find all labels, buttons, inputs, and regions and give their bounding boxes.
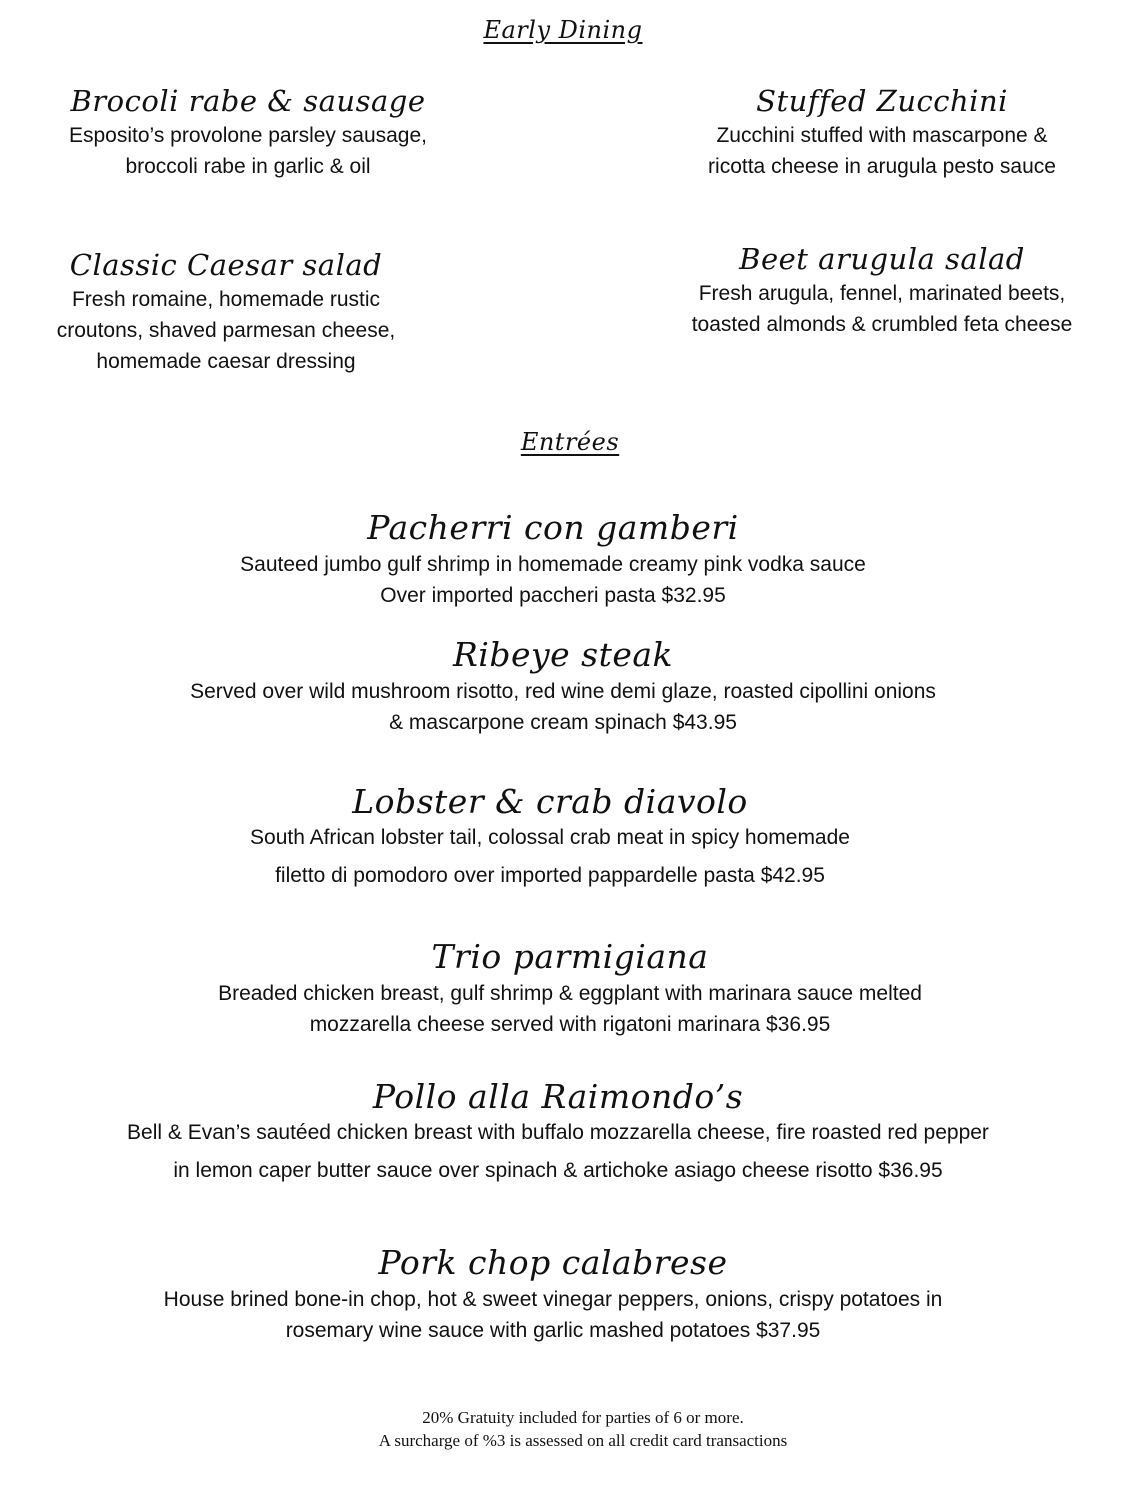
description-line: Bell & Evan’s sautéed chicken breast with buffalo mozzarella cheese, fire roasted red pepper xyxy=(127,1121,989,1144)
description-line: Breaded chicken breast, gulf shrimp & eggplant with marinara sauce melted xyxy=(218,982,922,1005)
item-title: Ribeye steak xyxy=(452,635,674,674)
description-line: Fresh arugula, fennel, marinated beets, xyxy=(698,282,1066,305)
description-line: South African lobster tail, colossal crab meat in spicy homemade xyxy=(250,826,850,849)
item-title: Stuffed Zucchini xyxy=(756,84,1008,118)
description-line: mozzarella cheese served with rigatoni marinara $36.95 xyxy=(309,1013,831,1036)
item-description xyxy=(16,284,436,377)
item-title: Beet arugula salad xyxy=(739,242,1025,276)
item-description xyxy=(0,676,1126,738)
menu-item-pork-chop-calabrese xyxy=(0,1243,1106,1346)
description-line: filetto di pomodoro over imported pappardelle pasta $42.95 xyxy=(275,864,825,887)
item-title: Brocoli rabe & sausage xyxy=(70,84,426,118)
menu-item-stuffed-zucchini xyxy=(652,84,1112,182)
description-line: Over imported paccheri pasta $32.95 xyxy=(380,584,726,607)
menu-item-pacherri-con-gamberi xyxy=(0,508,1106,611)
description-line: & mascarpone cream spinach $43.95 xyxy=(389,711,737,734)
description-line: toasted almonds & crumbled feta cheese xyxy=(691,313,1073,336)
item-title: Lobster & crab diavolo xyxy=(352,782,748,821)
menu-item-brocoli-rabe xyxy=(28,84,468,182)
item-title: Pollo alla Raimondo’s xyxy=(372,1077,744,1116)
entrees-heading: Entrées xyxy=(520,428,620,456)
description-line: House brined bone-in chop, hot & sweet vinegar peppers, onions, crispy potatoes in xyxy=(163,1288,943,1311)
description-line: homemade caesar dressing xyxy=(96,350,356,373)
description-line: rosemary wine sauce with garlic mashed potatoes $37.95 xyxy=(285,1319,821,1342)
item-description xyxy=(0,1284,1106,1346)
item-description xyxy=(0,1114,1116,1190)
item-description xyxy=(28,120,468,182)
menu-footer xyxy=(0,1406,1126,1452)
menu-item-beet-arugula-salad xyxy=(652,242,1112,340)
item-description xyxy=(0,978,1126,1040)
menu-item-caesar-salad xyxy=(16,248,436,377)
gratuity-note: 20% Gratuity included for parties of 6 or more. xyxy=(422,1408,744,1427)
item-description xyxy=(652,278,1112,340)
item-description xyxy=(0,819,1100,895)
menu-item-lobster-crab-diavolo xyxy=(0,782,1100,895)
early-dining-heading: Early Dining xyxy=(483,16,643,44)
description-line: croutons, shaved parmesan cheese, xyxy=(56,319,396,342)
menu-item-ribeye-steak xyxy=(0,635,1126,738)
menu-item-pollo-alla-raimondos xyxy=(0,1077,1116,1190)
description-line: Sauteed jumbo gulf shrimp in homemade creamy pink vodka sauce xyxy=(240,553,866,576)
item-title: Trio parmigiana xyxy=(431,937,709,976)
description-line: Served over wild mushroom risotto, red wine demi glaze, roasted cipollini onions xyxy=(190,680,936,703)
menu-item-trio-parmigiana xyxy=(0,937,1126,1040)
description-line: Esposito’s provolone parsley sausage, xyxy=(69,124,427,147)
description-line: in lemon caper butter sauce over spinach & artichoke asiago cheese risotto $36.95 xyxy=(173,1159,943,1182)
description-line: Fresh romaine, homemade rustic xyxy=(71,288,381,311)
item-description xyxy=(0,549,1106,611)
description-line: Zucchini stuffed with mascarpone & xyxy=(716,124,1048,147)
surcharge-note: A surcharge of %3 is assessed on all credit card transactions xyxy=(378,1431,788,1450)
description-line: broccoli rabe in garlic & oil xyxy=(125,155,371,178)
item-title: Pacherri con gamberi xyxy=(367,508,739,547)
item-description xyxy=(652,120,1112,182)
item-title: Classic Caesar salad xyxy=(69,248,383,282)
description-line: ricotta cheese in arugula pesto sauce xyxy=(708,155,1056,178)
item-title: Pork chop calabrese xyxy=(378,1243,728,1282)
